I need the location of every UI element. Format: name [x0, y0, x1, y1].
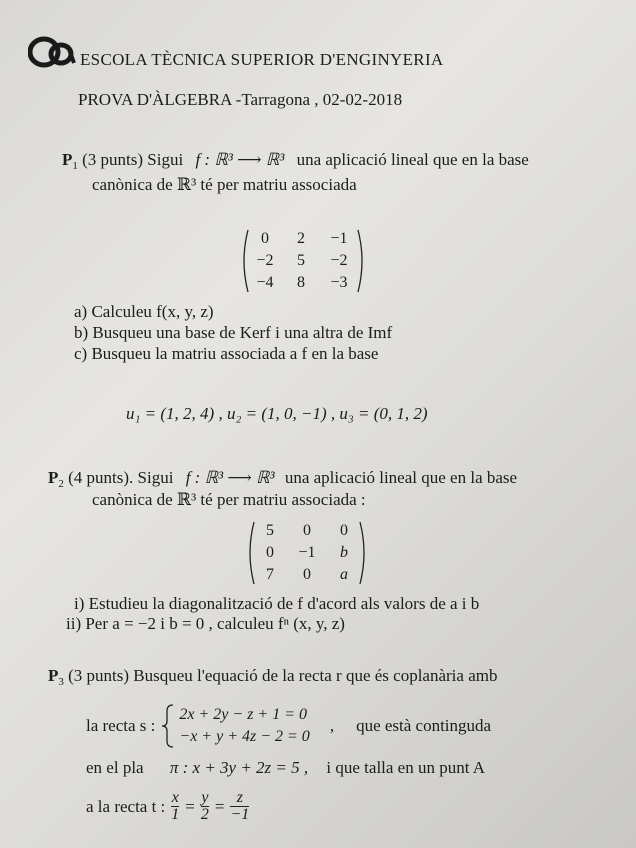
- p1-item-b: b) Busqueu una base de Kerf i una altra de Imf: [74, 323, 393, 342]
- brace-icon: [161, 703, 175, 749]
- matrix-cell: 0: [340, 522, 348, 539]
- fraction-z: $\frac{z}{-1}$: [230, 789, 250, 823]
- matrix-cell: 5: [297, 252, 305, 269]
- matrix-cell: 0: [261, 230, 269, 247]
- p3-recta-t: a la recta t : $\frac{x}{1}$ = $\frac{y}{2}$ = $\frac{z}{-1}$: [86, 789, 250, 823]
- p1-matrix: [240, 228, 366, 294]
- matrix-cell: 0: [303, 566, 311, 583]
- p3-recta-s: la recta s : 2x + 2y − z + 1 = 0 −x + y + 4z − 2 = 0 , que està continguda: [86, 703, 491, 749]
- equation-2: −x + y + 4z − 2 = 0: [179, 728, 310, 745]
- matrix-cell: 0: [303, 522, 311, 539]
- p3-heading: $P_3$ (3 punts) Busqueu l'equació de la recta r que és coplanària amb: [48, 666, 498, 688]
- p2-matrix: [246, 520, 368, 586]
- matrix-cell: 0: [266, 544, 274, 561]
- p1-line2: canònica de ℝ³ té per matriu associada: [92, 175, 357, 194]
- left-paren-icon: [246, 520, 256, 586]
- matrix-cell: −3: [330, 274, 348, 291]
- p2-item-ii: ii) Per a = −2 i b = 0 , calculeu fⁿ (x, y, z): [66, 614, 345, 633]
- p2-item-i: i) Estudieu la diagonalització de f d'acord als valors de a i b: [74, 594, 480, 613]
- exam-title: PROVA D'ÀLGEBRA -Tarragona , 02-02-2018: [78, 90, 403, 109]
- matrix-cell: 8: [297, 274, 305, 291]
- matrix-cell: 2: [297, 230, 305, 247]
- p2-line2: canònica de ℝ³ té per matriu associada :: [92, 490, 366, 509]
- school-logo-icon: [28, 36, 76, 68]
- matrix-cell: −1: [298, 544, 316, 561]
- p3-plane: en el pla π : x + 3y + 2z = 5 , i que talla en un punt A: [86, 758, 486, 777]
- matrix-cell: −1: [330, 230, 348, 247]
- p1-heading: $P_1$ (3 punts) Sigui f : ℝ³ ⟶ ℝ³ una aplicació lineal que en la base: [62, 150, 529, 172]
- left-paren-icon: [240, 228, 250, 294]
- p1-item-a: a) Calculeu f(x, y, z): [74, 302, 214, 321]
- p3-contained: que està continguda: [356, 716, 492, 735]
- matrix-cell: −2: [330, 252, 348, 269]
- matrix-cell: 5: [266, 522, 274, 539]
- fraction-y: $\frac{y}{2}$: [200, 789, 209, 823]
- right-paren-icon: [358, 520, 368, 586]
- matrix-cell: −2: [256, 252, 274, 269]
- school-name: ESCOLA TÈCNICA SUPERIOR D'ENGINYERIA: [80, 50, 444, 69]
- p1-item-c: c) Busqueu la matriu associada a f en la base: [74, 344, 379, 363]
- p1-basis: u₁ = (1, 2, 4) , u₂ = (1, 0, −1) , u₃ = (0, 1, 2): [126, 404, 428, 423]
- matrix-cell: a: [340, 566, 348, 583]
- fraction-x: $\frac{x}{1}$: [171, 789, 180, 823]
- matrix-cell: b: [340, 544, 348, 561]
- right-paren-icon: [356, 228, 366, 294]
- matrix-cell: −4: [256, 274, 274, 291]
- p2-heading: $P_2$ (4 punts). Sigui f : ℝ³ ⟶ ℝ³ una aplicació lineal que en la base: [48, 468, 518, 490]
- matrix-cell: 7: [266, 566, 274, 583]
- equation-1: 2x + 2y − z + 1 = 0: [179, 706, 308, 723]
